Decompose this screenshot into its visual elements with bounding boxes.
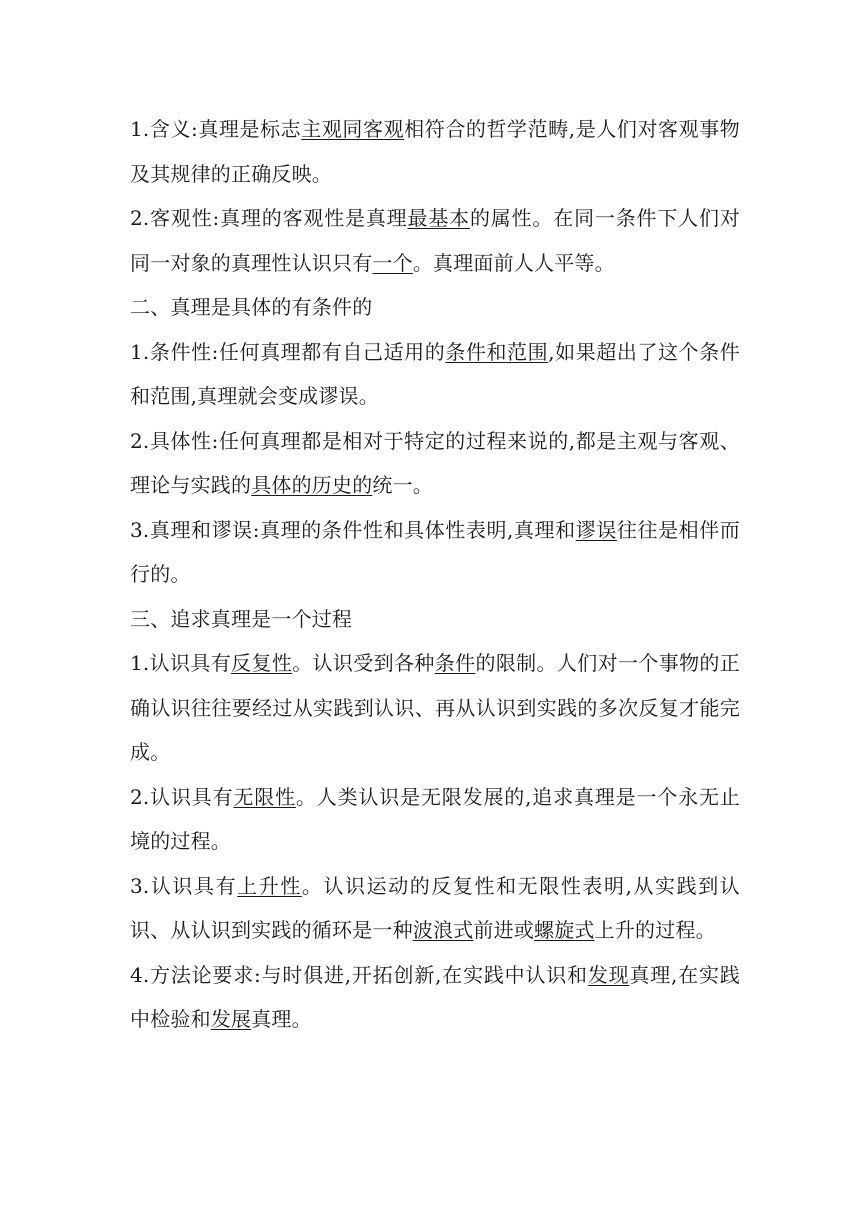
text-run: 。真理面前人人平等。 <box>412 250 615 275</box>
text-run: 3.真理和谬误:真理的条件性和具体性表明,真理和 <box>130 517 576 542</box>
text-run: 上升的过程。 <box>594 918 716 942</box>
paragraph <box>130 196 740 285</box>
text-run: 2.具体性:任何真理都是相对于特定的过程来说的,都是主观与客观、理论与实践的 <box>130 428 740 497</box>
paragraph <box>130 864 740 953</box>
underlined-term: 反复性 <box>231 651 293 675</box>
text-run: 真理,在实践中检验和 <box>130 962 740 1031</box>
paragraph <box>130 641 740 775</box>
underlined-term: 具体的历史的 <box>251 473 373 497</box>
underlined-term: 谬误 <box>575 517 617 542</box>
underlined-term: 无限性 <box>233 784 296 809</box>
text-run: 往往是相伴而行的。 <box>130 517 741 586</box>
text-run: 1.认识具有 <box>130 651 232 675</box>
text-run: 三、追求真理是一个过程 <box>130 606 353 631</box>
text-run: 前进或 <box>473 918 535 942</box>
text-run: 统一。 <box>372 473 434 497</box>
text-run: 3.认识具有 <box>130 873 238 898</box>
paragraph <box>130 508 740 597</box>
paragraph <box>130 285 740 330</box>
underlined-term: 最基本 <box>407 206 470 230</box>
text-run: 4.方法论要求:与时俱进,开拓创新,在实践中认识和 <box>130 962 588 987</box>
text-run: 1.条件性:任何真理都有自己适用的 <box>130 339 446 364</box>
text-run: 。人类认识是无限发展的,追求真理是一个永无止境的过程。 <box>130 784 740 853</box>
underlined-term: 波浪式 <box>412 918 474 942</box>
text-run: 的限制。人们对一个事物的正确认识往往要经过从实践到认识、再从认识到实践的多次反复才能完成。 <box>130 651 740 764</box>
paragraph <box>130 330 740 419</box>
text-run: 。认识运动的反复性和无限性表明,从实践到认识、从认识到实践的循环是一种 <box>130 873 740 942</box>
underlined-term: 一个 <box>372 250 413 275</box>
paragraph <box>130 597 740 642</box>
text-run: 2.客观性:真理的客观性是真理 <box>130 206 408 230</box>
underlined-term: 发现 <box>587 962 630 987</box>
text-run: 真理。 <box>251 1007 312 1031</box>
text-run: 的属性。在同一条件下人们对同一对象的真理性认识只有 <box>130 206 740 275</box>
paragraph <box>130 775 740 864</box>
paragraph <box>130 419 740 508</box>
text-run: 二、真理是具体的有条件的 <box>130 295 373 319</box>
paragraph <box>130 107 740 196</box>
document-body <box>130 107 740 1042</box>
underlined-term: 条件 <box>434 651 476 675</box>
underlined-term: 发展 <box>210 1007 252 1031</box>
underlined-term: 主观同客观 <box>301 117 405 141</box>
text-run: 1.含义:真理是标志 <box>130 117 302 141</box>
underlined-term: 条件和范围 <box>445 339 549 364</box>
paragraph <box>130 953 740 1042</box>
text-run: ,如果超出了这个条件和范围,真理就会变成谬误。 <box>130 339 740 408</box>
text-run: 相符合的哲学范畴,是人们对客观事物及其规律的正确反映。 <box>130 117 740 186</box>
text-run: 。认识受到各种 <box>292 651 435 675</box>
underlined-term: 螺旋式 <box>534 918 595 942</box>
text-run: 2.认识具有 <box>130 784 234 809</box>
underlined-term: 上升性 <box>237 873 302 898</box>
